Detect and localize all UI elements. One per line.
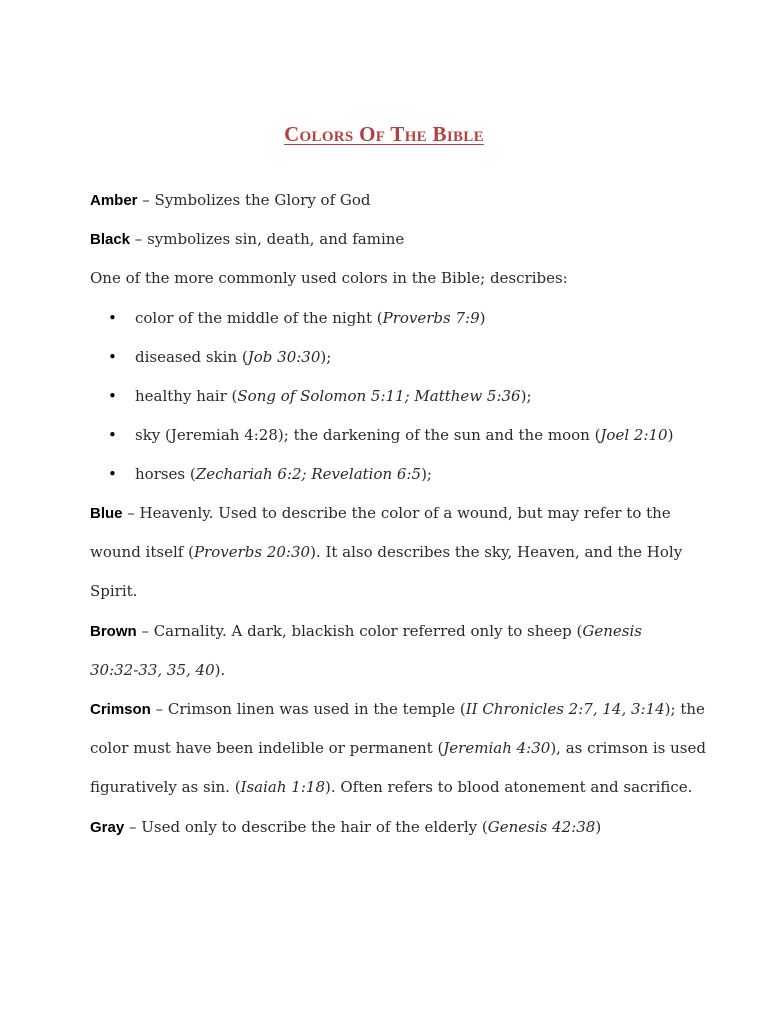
list-item	[135, 347, 735, 367]
list-item-text: sky (Jeremiah 4:28); the darkening of the sun and the moon (	[135, 426, 601, 444]
scripture-ref: Song of Solomon 5:11; Matthew 5:36	[237, 387, 521, 405]
crimson-description: ). Often refers to blood atonement and sacrifice.	[324, 778, 693, 796]
entry-gray	[90, 817, 690, 838]
list-item-text: healthy hair (	[135, 387, 238, 405]
list-item-text: );	[320, 348, 332, 366]
list-item-text: color of the middle of the night (	[135, 309, 383, 327]
list-item	[135, 386, 735, 406]
scripture-ref: Genesis 42:38	[487, 818, 596, 836]
term-black: Black	[90, 231, 131, 248]
entry-crimson	[90, 699, 705, 720]
list-item-text: diseased skin (	[135, 348, 248, 366]
list-item-text: horses (	[135, 465, 196, 483]
entry-brown-line-2	[90, 660, 690, 680]
entry-black	[90, 229, 690, 250]
blue-description: – Heavenly. Used to describe the color of a wound, but may refer to the	[122, 504, 671, 522]
crimson-description: color must have been indelible or permanent (	[90, 739, 444, 757]
term-crimson: Crimson	[90, 701, 151, 718]
black-intro: One of the more commonly used colors in the Bible; describes:	[90, 269, 568, 287]
entry-brown	[90, 621, 690, 642]
term-amber: Amber	[90, 192, 138, 209]
blue-description: wound itself (	[90, 543, 194, 561]
gray-description: )	[595, 818, 602, 836]
term-gray: Gray	[90, 819, 125, 836]
page-title: Colors Of The Bible	[284, 122, 484, 146]
amber-description: – Symbolizes the Glory of God	[137, 191, 371, 209]
list-item-text: )	[667, 426, 674, 444]
scripture-ref: Job 30:30	[247, 348, 321, 366]
term-brown: Brown	[90, 623, 137, 640]
blue-description: ). It also describes the sky, Heaven, and the Holy	[310, 543, 683, 561]
scripture-ref: Zechariah 6:2; Revelation 6:5	[195, 465, 422, 483]
bullet-icon: •	[108, 309, 117, 327]
entry-blue	[90, 503, 690, 524]
bullet-icon: •	[108, 348, 117, 366]
crimson-description: ); the	[664, 700, 705, 718]
scripture-ref: 30:32-33, 35, 40	[90, 661, 215, 679]
entry-crimson-line-2	[90, 738, 706, 758]
bullet-icon: •	[108, 387, 117, 405]
list-item-text: )	[479, 309, 486, 327]
bullet-icon: •	[108, 465, 117, 483]
bullet-icon: •	[108, 426, 117, 444]
list-item-text: );	[421, 465, 432, 483]
gray-description: – Used only to describe the hair of the elderly (	[124, 818, 488, 836]
entry-blue-line-3: Spirit.	[90, 582, 138, 600]
brown-description: ).	[214, 661, 226, 679]
crimson-description: ), as crimson is used	[550, 739, 706, 757]
brown-description: – Carnality. A dark, blackish color referred only to sheep (	[136, 622, 583, 640]
scripture-ref: Genesis	[582, 622, 642, 640]
black-description: – symbolizes sin, death, and famine	[130, 230, 405, 248]
crimson-description: – Crimson linen was used in the temple (	[150, 700, 466, 718]
scripture-ref: Jeremiah 4:30	[443, 739, 551, 757]
entry-amber	[90, 190, 690, 211]
scripture-ref: Joel 2:10	[600, 426, 668, 444]
scripture-ref: Proverbs 7:9	[382, 309, 480, 327]
scripture-ref: II Chronicles 2:7, 14, 3:14	[465, 700, 665, 718]
entry-crimson-line-3	[90, 777, 693, 797]
crimson-description: figuratively as sin. (	[90, 778, 241, 796]
scripture-ref: Proverbs 20:30	[193, 543, 311, 561]
list-item	[135, 308, 735, 328]
list-item-text: );	[520, 387, 532, 405]
term-blue: Blue	[90, 505, 123, 522]
entry-blue-line-2	[90, 542, 690, 562]
list-item	[135, 464, 735, 484]
list-item	[135, 425, 735, 445]
scripture-ref: Isaiah 1:18	[240, 778, 325, 796]
